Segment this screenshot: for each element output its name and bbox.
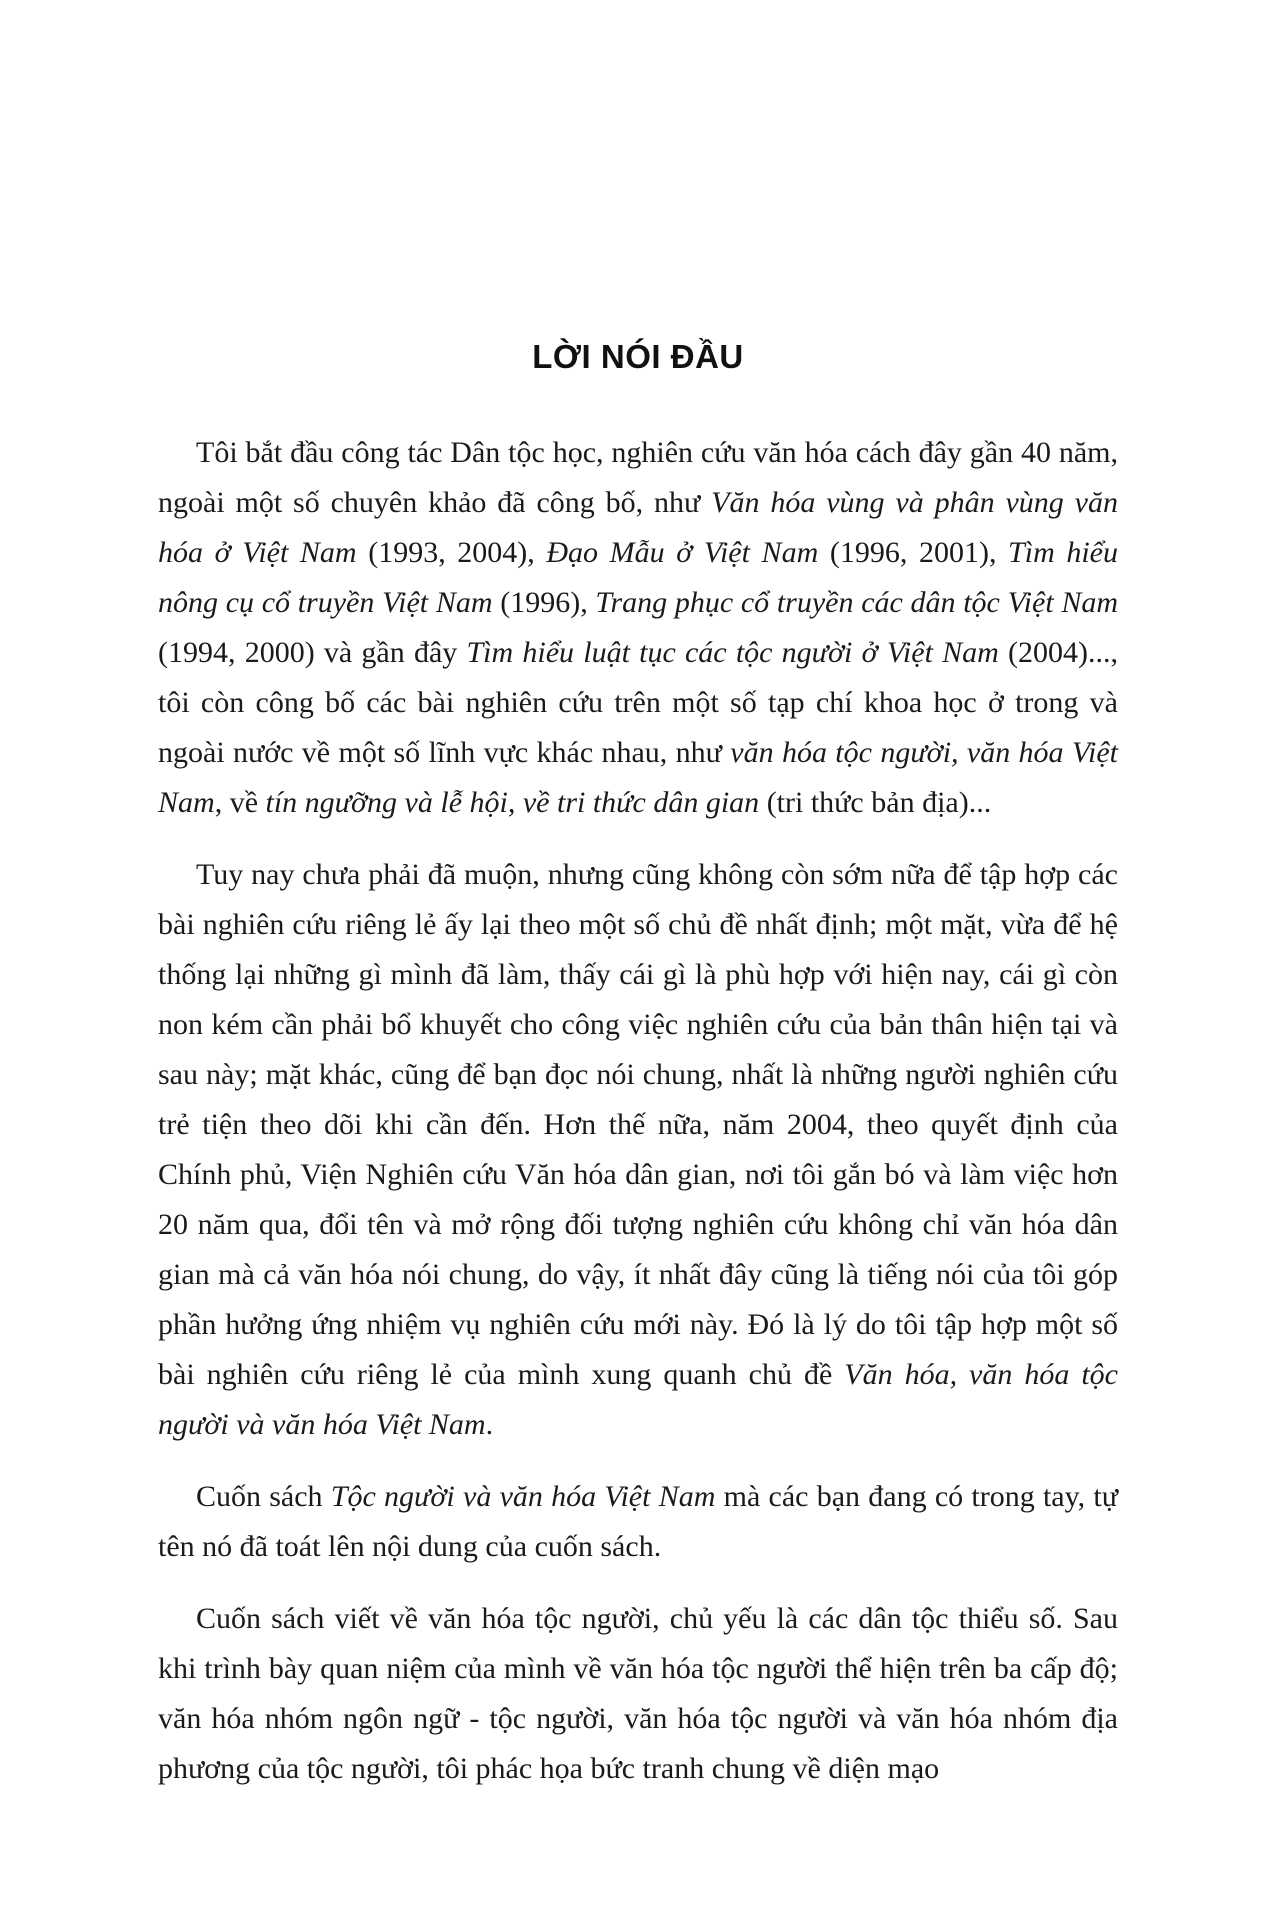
text-run: mà các bạn đang có trong tay, tự tên nó đã toát lên nội dung của cuốn sách. <box>158 1480 1118 1563</box>
text-run: Tôi bắt đầu công tác Dân tộc học, nghiên cứu văn hóa cách đây gần 40 năm, ngoài một số chuyên khảo đã công bố, như <box>158 436 1118 519</box>
text-run: , về <box>214 786 266 819</box>
paragraph <box>158 428 1118 828</box>
italic-title-text: Văn hóa, văn hóa tộc người và văn hóa Việt Nam <box>158 1358 1118 1441</box>
italic-title-text: tín ngưỡng và lễ hội, về tri thức dân gian <box>265 786 760 819</box>
text-run: (tri thức bản địa)... <box>759 786 992 819</box>
text-run: (2004)..., tôi còn công bố các bài nghiên cứu trên một số tạp chí khoa học ở trong và ngoài nước về một số lĩnh vực khác nhau, như <box>158 636 1118 769</box>
paragraph <box>158 1594 1118 1794</box>
italic-title-text: Tộc người và văn hóa Việt Nam <box>330 1480 716 1513</box>
paragraph <box>158 1472 1118 1572</box>
text-run: . <box>485 1408 494 1441</box>
body-text <box>158 428 1118 1816</box>
italic-title-text: Tìm hiểu luật tục các tộc người ở Việt Nam <box>466 636 999 669</box>
italic-title-text: Văn hóa vùng và phân vùng văn hóa ở Việt Nam <box>158 486 1118 569</box>
italic-title-text: Đạo Mẫu ở Việt Nam <box>546 536 819 569</box>
text-run: (1996), <box>492 586 596 619</box>
italic-title-text: văn hóa tộc người, văn hóa Việt Nam <box>158 736 1118 819</box>
page-title: LỜI NÓI ĐẦU <box>532 338 744 375</box>
text-run: Cuốn sách <box>196 1480 331 1513</box>
text-run: (1994, 2000) và gần đây <box>158 636 467 669</box>
italic-title-text: Trang phục cổ truyền các dân tộc Việt Nam <box>595 586 1119 619</box>
text-run: (1996, 2001), <box>818 536 1009 569</box>
text-run: Cuốn sách viết về văn hóa tộc người, chủ yếu là các dân tộc thiểu số. Sau khi trình bày quan niệm của mình về văn hóa tộc người thể hiện trên ba cấp độ; văn hóa nhóm ngôn ngữ - tộc người, văn hóa tộc người và văn hóa nhóm địa phương của tộc người, tôi phác họa bức tranh chung về diện mạo <box>158 1602 1118 1785</box>
text-run: (1993, 2004), <box>356 536 547 569</box>
italic-title-text: Tìm hiểu nông cụ cổ truyền Việt Nam <box>158 536 1118 619</box>
text-run: Tuy nay chưa phải đã muộn, nhưng cũng không còn sớm nữa để tập hợp các bài nghiên cứu riêng lẻ ấy lại theo một số chủ đề nhất định; một mặt, vừa để hệ thống lại những gì mình đã làm, thấy cái gì là phù hợp với hiện nay, cái gì còn non kém cần phải bổ khuyết cho công việc nghiên cứu của bản thân hiện tại và sau này; mặt khác, cũng để bạn đọc nói chung, nhất là những người nghiên cứu trẻ tiện theo dõi khi cần đến. Hơn thế nữa, năm 2004, theo quyết định của Chính phủ, Viện Nghiên cứu Văn hóa dân gian, nơi tôi gắn bó và làm việc hơn 20 năm qua, đổi tên và mở rộng đối tượng nghiên cứu không chỉ văn hóa dân gian mà cả văn hóa nói chung, do vậy, ít nhất đây cũng là tiếng nói của tôi góp phần hưởng ứng nhiệm vụ nghiên cứu mới này. Đó là lý do tôi tập hợp một số bài nghiên cứu riêng lẻ của mình xung quanh chủ đề <box>158 858 1118 1391</box>
paragraph <box>158 850 1118 1450</box>
